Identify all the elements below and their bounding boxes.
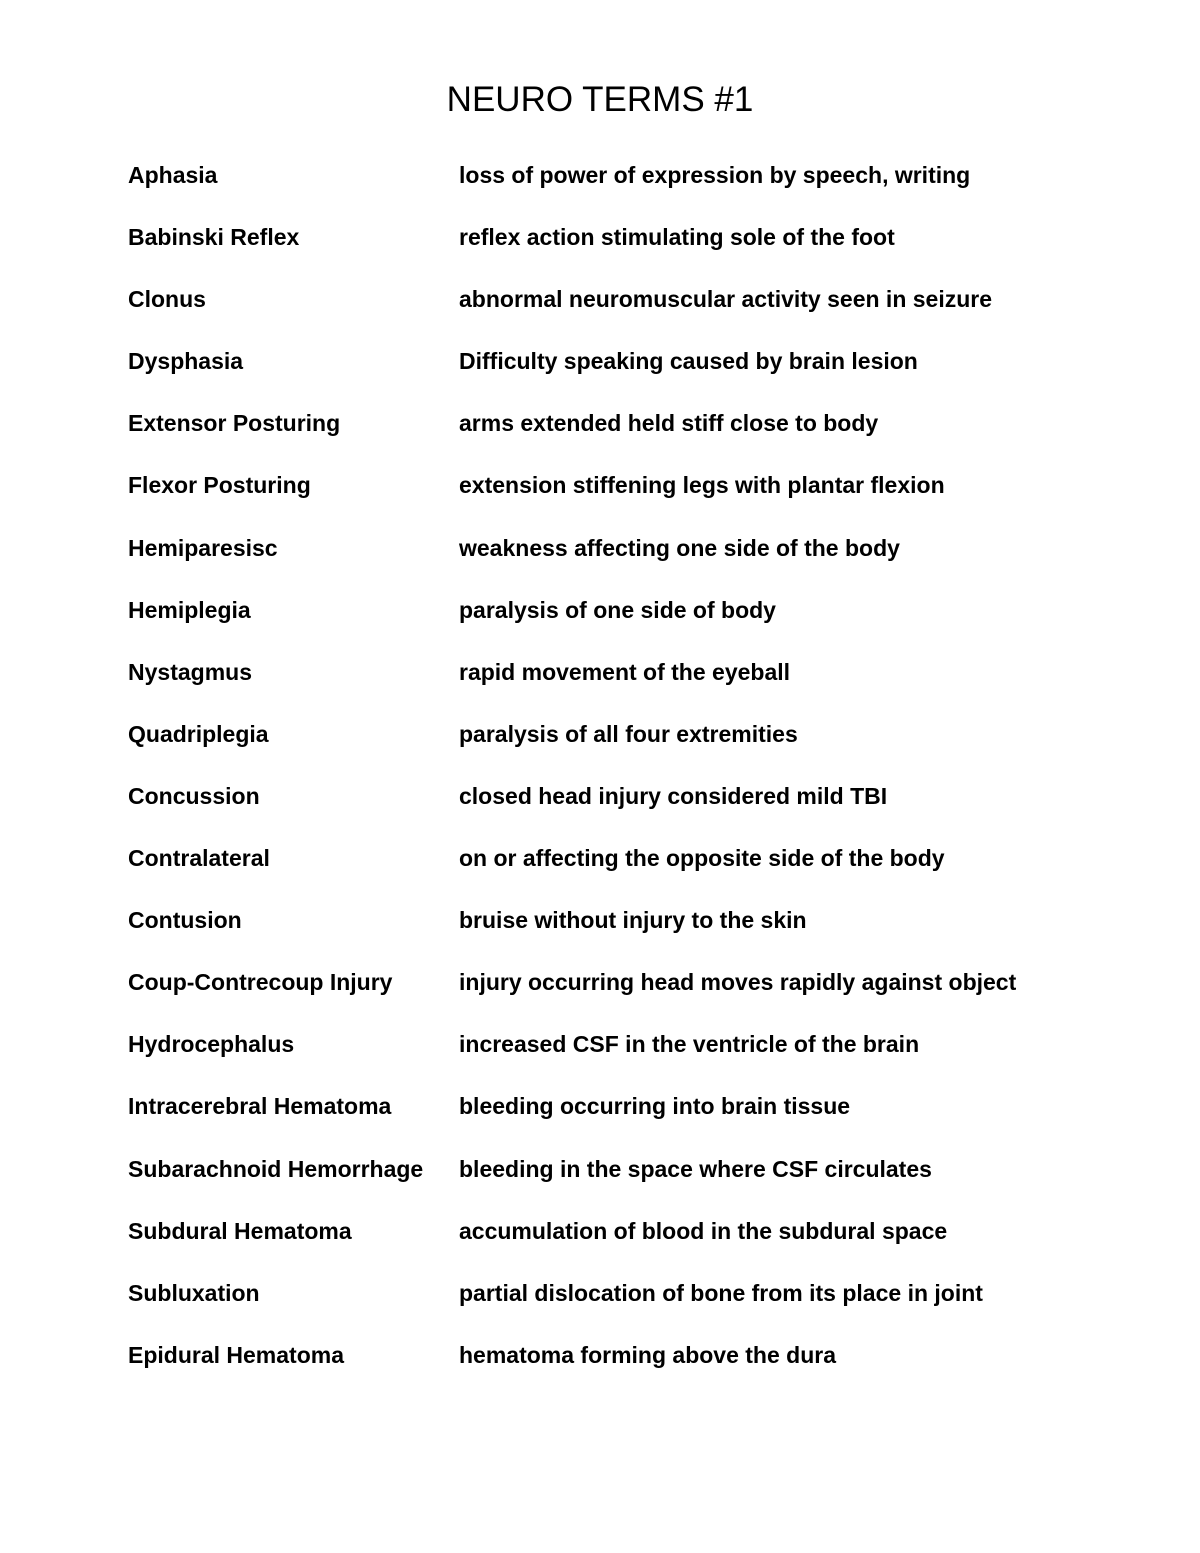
term-definition: paralysis of one side of body xyxy=(459,596,776,623)
term-name: Coup-Contrecoup Injury xyxy=(128,969,393,996)
list-item xyxy=(128,965,1088,1027)
term-name: Subdural Hematoma xyxy=(128,1217,352,1244)
list-item xyxy=(128,1338,1088,1400)
list-item xyxy=(128,903,1088,965)
term-definition: loss of power of expression by speech, writing xyxy=(459,162,971,188)
list-item xyxy=(128,1276,1088,1338)
term-name: Extensor Posturing xyxy=(128,410,341,437)
term-definition: arms extended held stiff close to body xyxy=(459,410,879,437)
term-definition: Difficulty speaking caused by brain lesion xyxy=(459,348,918,375)
list-item xyxy=(128,158,1088,220)
term-name: Aphasia xyxy=(128,162,218,188)
term-definition: on or affecting the opposite side of the body xyxy=(459,845,945,872)
term-name: Epidural Hematoma xyxy=(128,1341,344,1368)
term-definition: accumulation of blood in the subdural space xyxy=(459,1217,948,1244)
term-definition: paralysis of all four extremities xyxy=(459,720,798,747)
term-name: Contralateral xyxy=(128,845,270,872)
list-item xyxy=(128,779,1088,841)
term-definition: abnormal neuromuscular activity seen in seizure xyxy=(459,286,993,313)
term-name: Subarachnoid Hemorrhage xyxy=(128,1155,424,1182)
term-name: Dysphasia xyxy=(128,348,244,375)
term-name: Hydrocephalus xyxy=(128,1031,295,1058)
term-definition: rapid movement of the eyeball xyxy=(459,658,791,685)
list-item xyxy=(128,220,1088,282)
term-definition: closed head injury considered mild TBI xyxy=(459,782,888,809)
term-name: Flexor Posturing xyxy=(128,472,311,499)
term-name: Concussion xyxy=(128,782,260,809)
term-definition: injury occurring head moves rapidly against object xyxy=(459,969,1017,996)
list-item xyxy=(128,1152,1088,1214)
list-item xyxy=(128,282,1088,344)
list-item xyxy=(128,1027,1088,1089)
term-definition: increased CSF in the ventricle of the brain xyxy=(459,1031,920,1058)
list-item xyxy=(128,344,1088,406)
term-definition: weakness affecting one side of the body xyxy=(459,534,900,561)
term-list xyxy=(128,158,1088,1400)
term-name: Hemiparesisc xyxy=(128,534,278,561)
term-name: Quadriplegia xyxy=(128,720,269,747)
list-item xyxy=(128,655,1088,717)
term-name: Clonus xyxy=(128,286,206,313)
page-title: NEURO TERMS #1 xyxy=(446,80,754,119)
list-item xyxy=(128,1214,1088,1276)
list-item xyxy=(128,531,1088,593)
list-item xyxy=(128,717,1088,779)
term-definition: bleeding occurring into brain tissue xyxy=(459,1093,851,1120)
term-definition: extension stiffening legs with plantar flexion xyxy=(459,472,945,499)
list-item xyxy=(128,1089,1088,1151)
term-definition: hematoma forming above the dura xyxy=(459,1341,837,1368)
term-name: Contusion xyxy=(128,907,242,934)
term-name: Babinski Reflex xyxy=(128,224,300,251)
term-name: Intracerebral Hematoma xyxy=(128,1093,392,1120)
term-name: Subluxation xyxy=(128,1279,260,1306)
term-name: Nystagmus xyxy=(128,658,252,685)
list-item xyxy=(128,841,1088,903)
list-item xyxy=(128,468,1088,530)
term-definition: bleeding in the space where CSF circulates xyxy=(459,1155,932,1182)
term-definition: partial dislocation of bone from its place in joint xyxy=(459,1279,983,1306)
list-item xyxy=(128,406,1088,468)
list-item xyxy=(128,593,1088,655)
term-definition: bruise without injury to the skin xyxy=(459,907,807,934)
term-name: Hemiplegia xyxy=(128,596,251,623)
term-definition: reflex action stimulating sole of the foot xyxy=(459,224,895,251)
